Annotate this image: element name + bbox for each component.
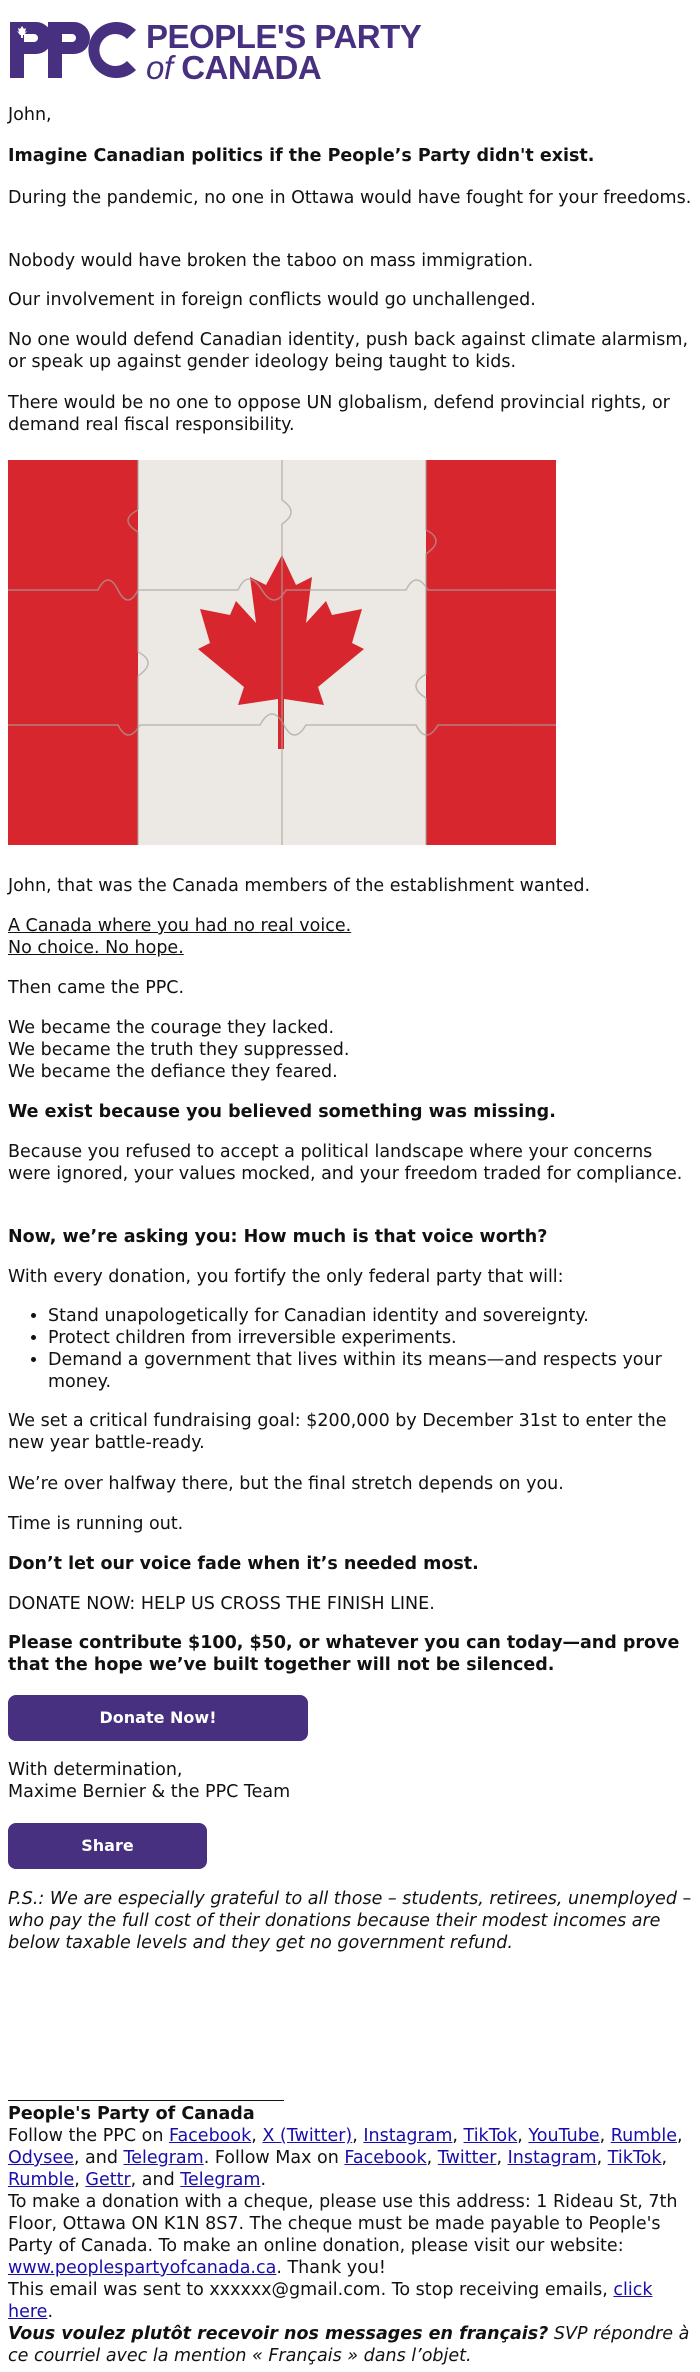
link-ppc-tiktok[interactable]: TikTok [463,2126,518,2146]
link-max-facebook[interactable]: Facebook [344,2148,427,2168]
commitments-list [8,1305,694,1393]
signoff-line-2: Maxime Bernier & the PPC Team [8,1782,291,1802]
follow-ppc-label: Follow the PPC on [8,2126,169,2146]
no-choice-line: No choice. No hope. [8,938,184,958]
link-max-twitter[interactable]: Twitter [437,2148,497,2168]
footer [8,2103,694,2367]
unsubscribe-link[interactable]: click here [8,2280,653,2322]
link-ppc-telegram[interactable]: Telegram [123,2148,204,2168]
link-ppc-instagram[interactable]: Instagram [363,2126,453,2146]
website-link[interactable]: www.peoplespartyofcanada.ca [8,2258,277,2278]
footer-follow: Follow the PPC on Facebook, X (Twitter), Instagram, TikTok, YouTube, Rumble, Odysee, and Telegram. Follow Max on Facebook, Twitter, Instagram, TikTok, Rumble, Gettr, and Telegram. [8,2126,683,2190]
canada-flag-puzzle-image [8,460,556,845]
footer-divider [8,2100,284,2101]
link-max-instagram[interactable]: Instagram [507,2148,597,2168]
link-max-gettr[interactable]: Gettr [85,2170,131,2190]
footer-cheque [8,2191,694,2279]
link-max-telegram[interactable]: Telegram [180,2170,261,2190]
donate-caps-line: DONATE NOW: HELP US CROSS THE FINISH LINE. [8,1594,435,1614]
donate-now-button[interactable]: Donate Now! [8,1695,308,1741]
asking-line: Now, we’re asking you: How much is that voice worth? [8,1227,548,1247]
with-every-line: With every donation, you fortify the only federal party that will: [8,1267,564,1287]
list-item: • Demand a government that lives within its means—and respects your money. [48,1349,694,1393]
link-ppc-x-twitter[interactable]: X (Twitter) [262,2126,353,2146]
logo-of: of [146,49,173,86]
footer-french [8,2323,694,2367]
thanks-text: . Thank you! [276,2258,386,2278]
became-defiance: We became the defiance they feared. [8,1062,338,1082]
ppc-logo[interactable] [8,18,428,86]
halfway-line: We’re over halfway there, but the final stretch depends on you. [8,1474,564,1494]
footer-org-name: People's Party of Canada [8,2104,255,2124]
then-ppc: Then came the PPC. [8,978,185,998]
no-voice-line: A Canada where you had no real voice. [8,916,352,936]
headline: Imagine Canadian politics if the People’s Party didn't exist. [8,146,595,166]
paragraph-immigration: Nobody would have broken the taboo on mass immigration. [8,251,534,271]
paragraph-pandemic: During the pandemic, no one in Ottawa would have fought for your freedoms. [8,188,692,208]
link-ppc-rumble[interactable]: Rumble [610,2126,677,2146]
exist-line: We exist because you believed something was missing. [8,1102,556,1122]
unsubscribe-period: . [47,2302,54,2322]
establishment-line: John, that was the Canada members of the establishment wanted. [8,876,591,896]
paragraph-foreign: Our involvement in foreign conflicts would go unchallenged. [8,290,536,310]
footer-unsubscribe [8,2279,694,2323]
became-truth: We became the truth they suppressed. [8,1040,350,1060]
link-ppc-youtube[interactable]: YouTube [528,2126,600,2146]
cheque-text: To make a donation with a cheque, please use this address: 1 Rideau St, 7th Floor, Ottawa ON K1N 8S7. The cheque must be made payable to People's Party of Canada. To make an online donation, please visit our website: [8,2192,678,2256]
list-item: • Stand unapologetically for Canadian identity and sovereignty. [48,1305,694,1327]
paragraph-identity: No one would defend Canadian identity, push back against climate alarmism, or speak up against gender ideology being taught to kids. [8,330,689,372]
because-paragraph: Because you refused to accept a political landscape where your concerns were ignored, your values mocked, and your freedom traded for compliance. [8,1142,683,1184]
greeting: John, [8,105,52,125]
contribute-paragraph: Please contribute $100, $50, or whatever you can today—and prove that the hope we’ve built together will not be silenced. [8,1633,680,1675]
became-courage: We became the courage they lacked. [8,1018,335,1038]
french-answer: SVP répondre à ce courriel avec la mention « Français » dans l’objet. [8,2324,690,2366]
time-line: Time is running out. [8,1514,184,1534]
link-ppc-odysee[interactable]: Odysee [8,2148,74,2168]
link-max-tiktok[interactable]: TikTok [607,2148,662,2168]
list-item: • Protect children from irreversible experiments. [48,1327,694,1349]
logo-line-1: PEOPLE'S PARTY [146,18,422,55]
paragraph-globalism: There would be no one to oppose UN globalism, defend provincial rights, or demand real fiscal responsibility. [8,393,670,435]
signoff-line-1: With determination, [8,1760,183,1780]
link-max-rumble[interactable]: Rumble [8,2170,75,2190]
link-ppc-facebook[interactable]: Facebook [169,2126,252,2146]
sent-to-text: This email was sent to xxxxxx@gmail.com. To stop receiving emails, [8,2280,614,2300]
dont-let-line: Don’t let our voice fade when it’s needed most. [8,1554,479,1574]
logo-canada: CANADA [181,49,322,86]
french-question: Vous voulez plutôt recevoir nos messages en français? [8,2324,549,2344]
share-button[interactable]: Share [8,1823,207,1869]
ps-paragraph: P.S.: We are especially grateful to all those – students, retirees, unemployed – who pay the full cost of their donations because their modest incomes are below taxable levels and they get no government refund. [8,1889,692,1953]
logo-line-2 [146,51,321,84]
goal-paragraph: We set a critical fundraising goal: $200,000 by December 31st to enter the new year battle-ready. [8,1411,667,1453]
follow-max-label: Follow Max on [214,2148,345,2168]
